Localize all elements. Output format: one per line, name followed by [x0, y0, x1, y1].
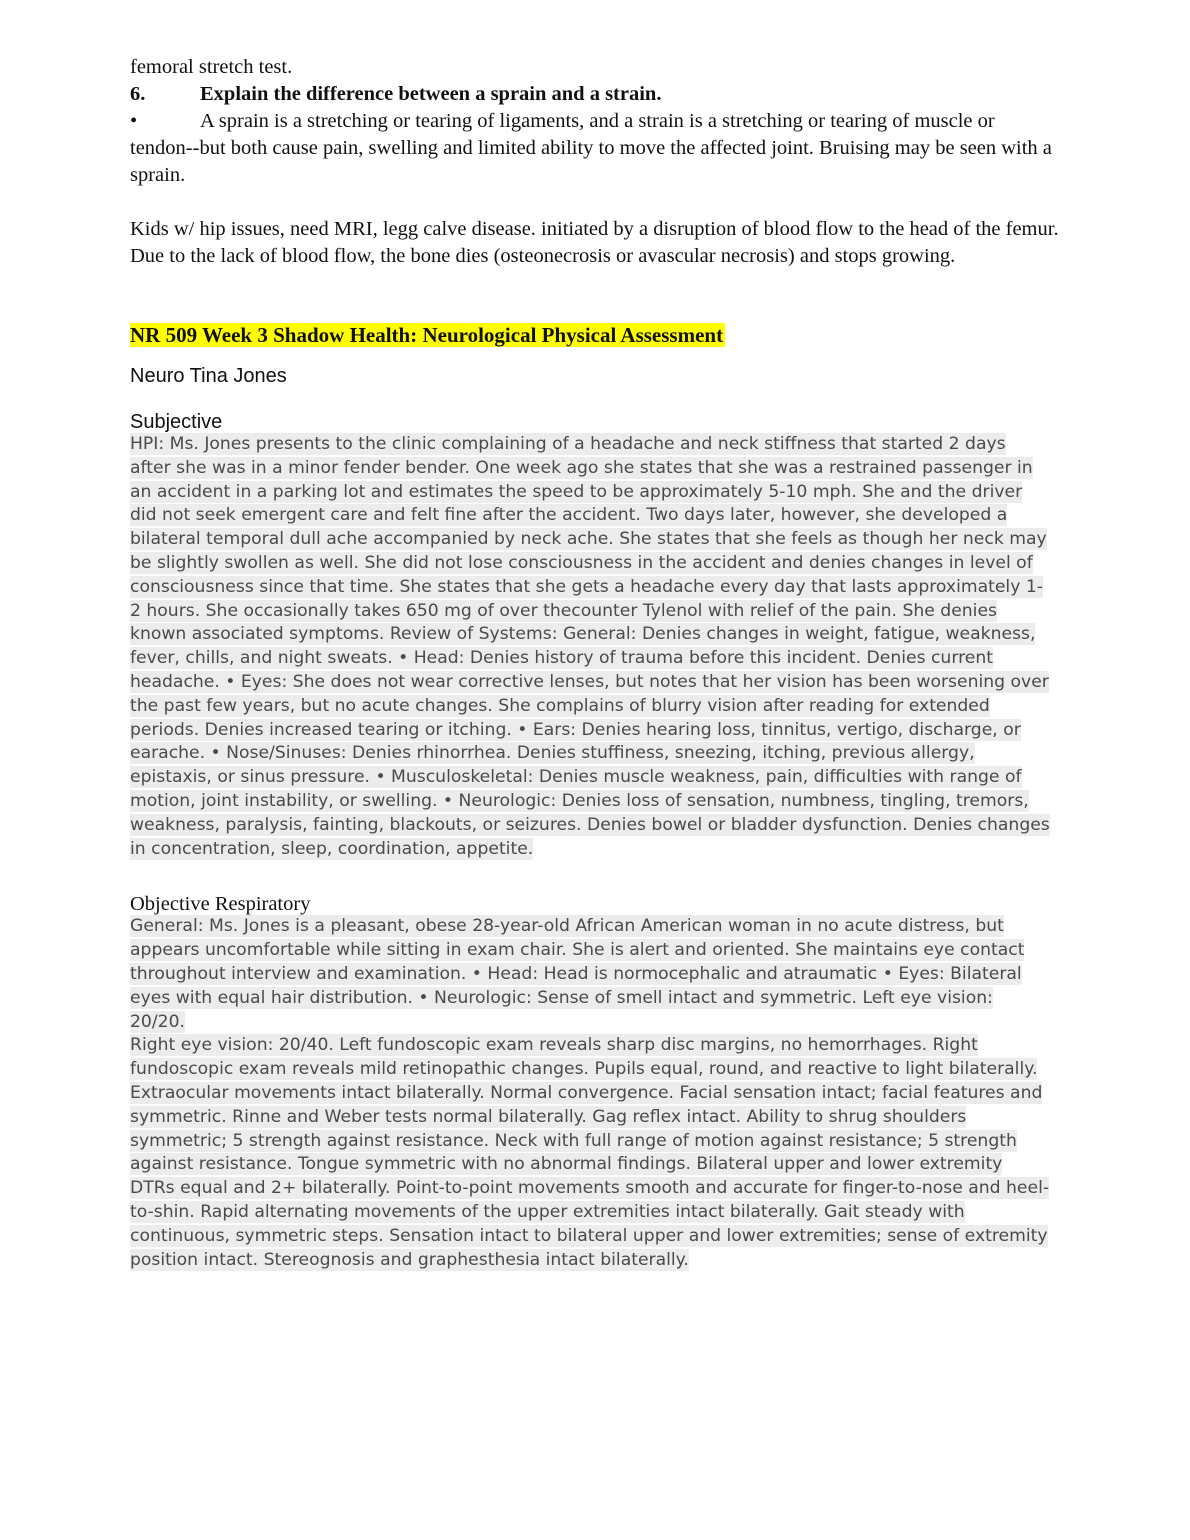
- answer-text: A sprain is a stretching or tearing of ligaments, and a strain is a stretching or tearing of muscle or tendon--but both cause pain, swelling and limited ability to move the affected joint. Bruising may be seen with a sprain.: [130, 110, 1052, 186]
- intro-fragment: femoral stretch test.: [130, 56, 293, 78]
- objective-text-2-content: Right eye vision: 20/40. Left fundoscopic exam reveals sharp disc margins, no hemorrhages. Right fundoscopic exam reveals mild retinopathic changes. Pupils equal, round, and reactive to light bilaterally. Extraocular movements intact bilaterally. Normal convergence. Facial sensation intact; facial features and symmetric. Rinne and Weber tests normal bilaterally. Gag reflex intact. Ability to shrug shoulders symmetric; 5 strength against resistance. Neck with full range of motion against resistance; 5 strength against resistance. Tongue symmetric with no abnormal findings. Bilateral upper and lower extremity DTRs equal and 2+ bilaterally. Point-to-point movements smooth and accurate for finger-to-nose and heel-to-shin. Rapid alternating movements of the upper extremities intact bilaterally. Gait steady with continuous, symmetric steps. Sensation intact to bilateral upper and lower extremities; sense of extremity position intact. Stereognosis and graphesthesia intact bilaterally.: [130, 1035, 1050, 1270]
- question-heading: [130, 81, 1060, 108]
- subjective-text: [130, 433, 1050, 861]
- question-number: 6.: [130, 83, 146, 105]
- subjective-text-content: HPI: Ms. Jones presents to the clinic complaining of a headache and neck stiffness that started 2 days after she was in a minor fender bender. One week ago she states that she was a restrained passenger in an accident in a parking lot and estimates the speed to be approximately 5-10 mph. She and the driver did not seek emergent care and felt fine after the accident. Two days later, however, she developed a bilateral temporal dull ache accompanied by neck ache. She states that she feels as though her neck may be slightly swollen as well. She did not lose consciousness in the accident and denies changes in level of consciousness since that time. She states that she gets a headache every day that lasts approximately 1-2 hours. She occasionally takes 650 mg of over thecounter Tylenol with relief of the pain. She denies known associated symptoms. Review of Systems: General: Denies changes in weight, fatigue, weakness, fever, chills, and night sweats. • Head: Denies history of trauma before this incident. Denies current headache. • Eyes: She does not wear corrective lenses, but notes that her vision has been worsening over the past few years, but no acute changes. She complains of blurry vision after reading for extended periods. Denies increased tearing or itching. • Ears: Denies hearing loss, tinnitus, vertigo, discharge, or earache. • Nose/Sinuses: Denies rhinorrhea. Denies stuffiness, sneezing, itching, previous allergy, epistaxis, or sinus pressure. • Musculoskeletal: Denies muscle weakness, pain, difficulties with range of motion, joint instability, or swelling. • Neurologic: Denies loss of sensation, numbness, tingling, tremors, weakness, paralysis, fainting, blackouts, or seizures. Denies bowel or bladder dysfunction. Denies changes in concentration, sleep, coordination, appetite.: [130, 434, 1050, 859]
- objective-text-1: [130, 915, 1050, 1034]
- paragraph-spacer: [130, 189, 1060, 216]
- answer-paragraph: [130, 108, 1060, 189]
- kids-paragraph: Kids w/ hip issues, need MRI, legg calve disease. initiated by a disruption of blood flow to the head of the femur. Due to the lack of blood flow, the bone dies (osteonecrosis or avascular necrosis) and stops growing.: [130, 218, 1059, 267]
- section-heading: NR 509 Week 3 Shadow Health: Neurological Physical Assessment: [130, 323, 724, 347]
- case-title: Neuro Tina Jones: [130, 365, 287, 387]
- objective-text-1-content: General: Ms. Jones is a pleasant, obese 28-year-old African American woman in no acute distress, but appears uncomfortable while sitting in exam chair. She is alert and oriented. She maintains eye contact throughout interview and examination. • Head: Head is normocephalic and atraumatic • Eyes: Bilateral eyes with equal hair distribution. • Neurologic: Sense of smell intact and symmetric. Left eye vision: 20/20.: [130, 916, 1025, 1032]
- objective-label: Objective Respiratory: [130, 893, 311, 916]
- subjective-label: Subjective: [130, 411, 223, 433]
- bullet-icon: •: [130, 110, 138, 132]
- section-heading-wrap: [130, 322, 1060, 349]
- question-text: Explain the difference between a sprain and a strain.: [200, 83, 662, 105]
- document-page: [130, 54, 1060, 1272]
- objective-text-2: [130, 1034, 1050, 1272]
